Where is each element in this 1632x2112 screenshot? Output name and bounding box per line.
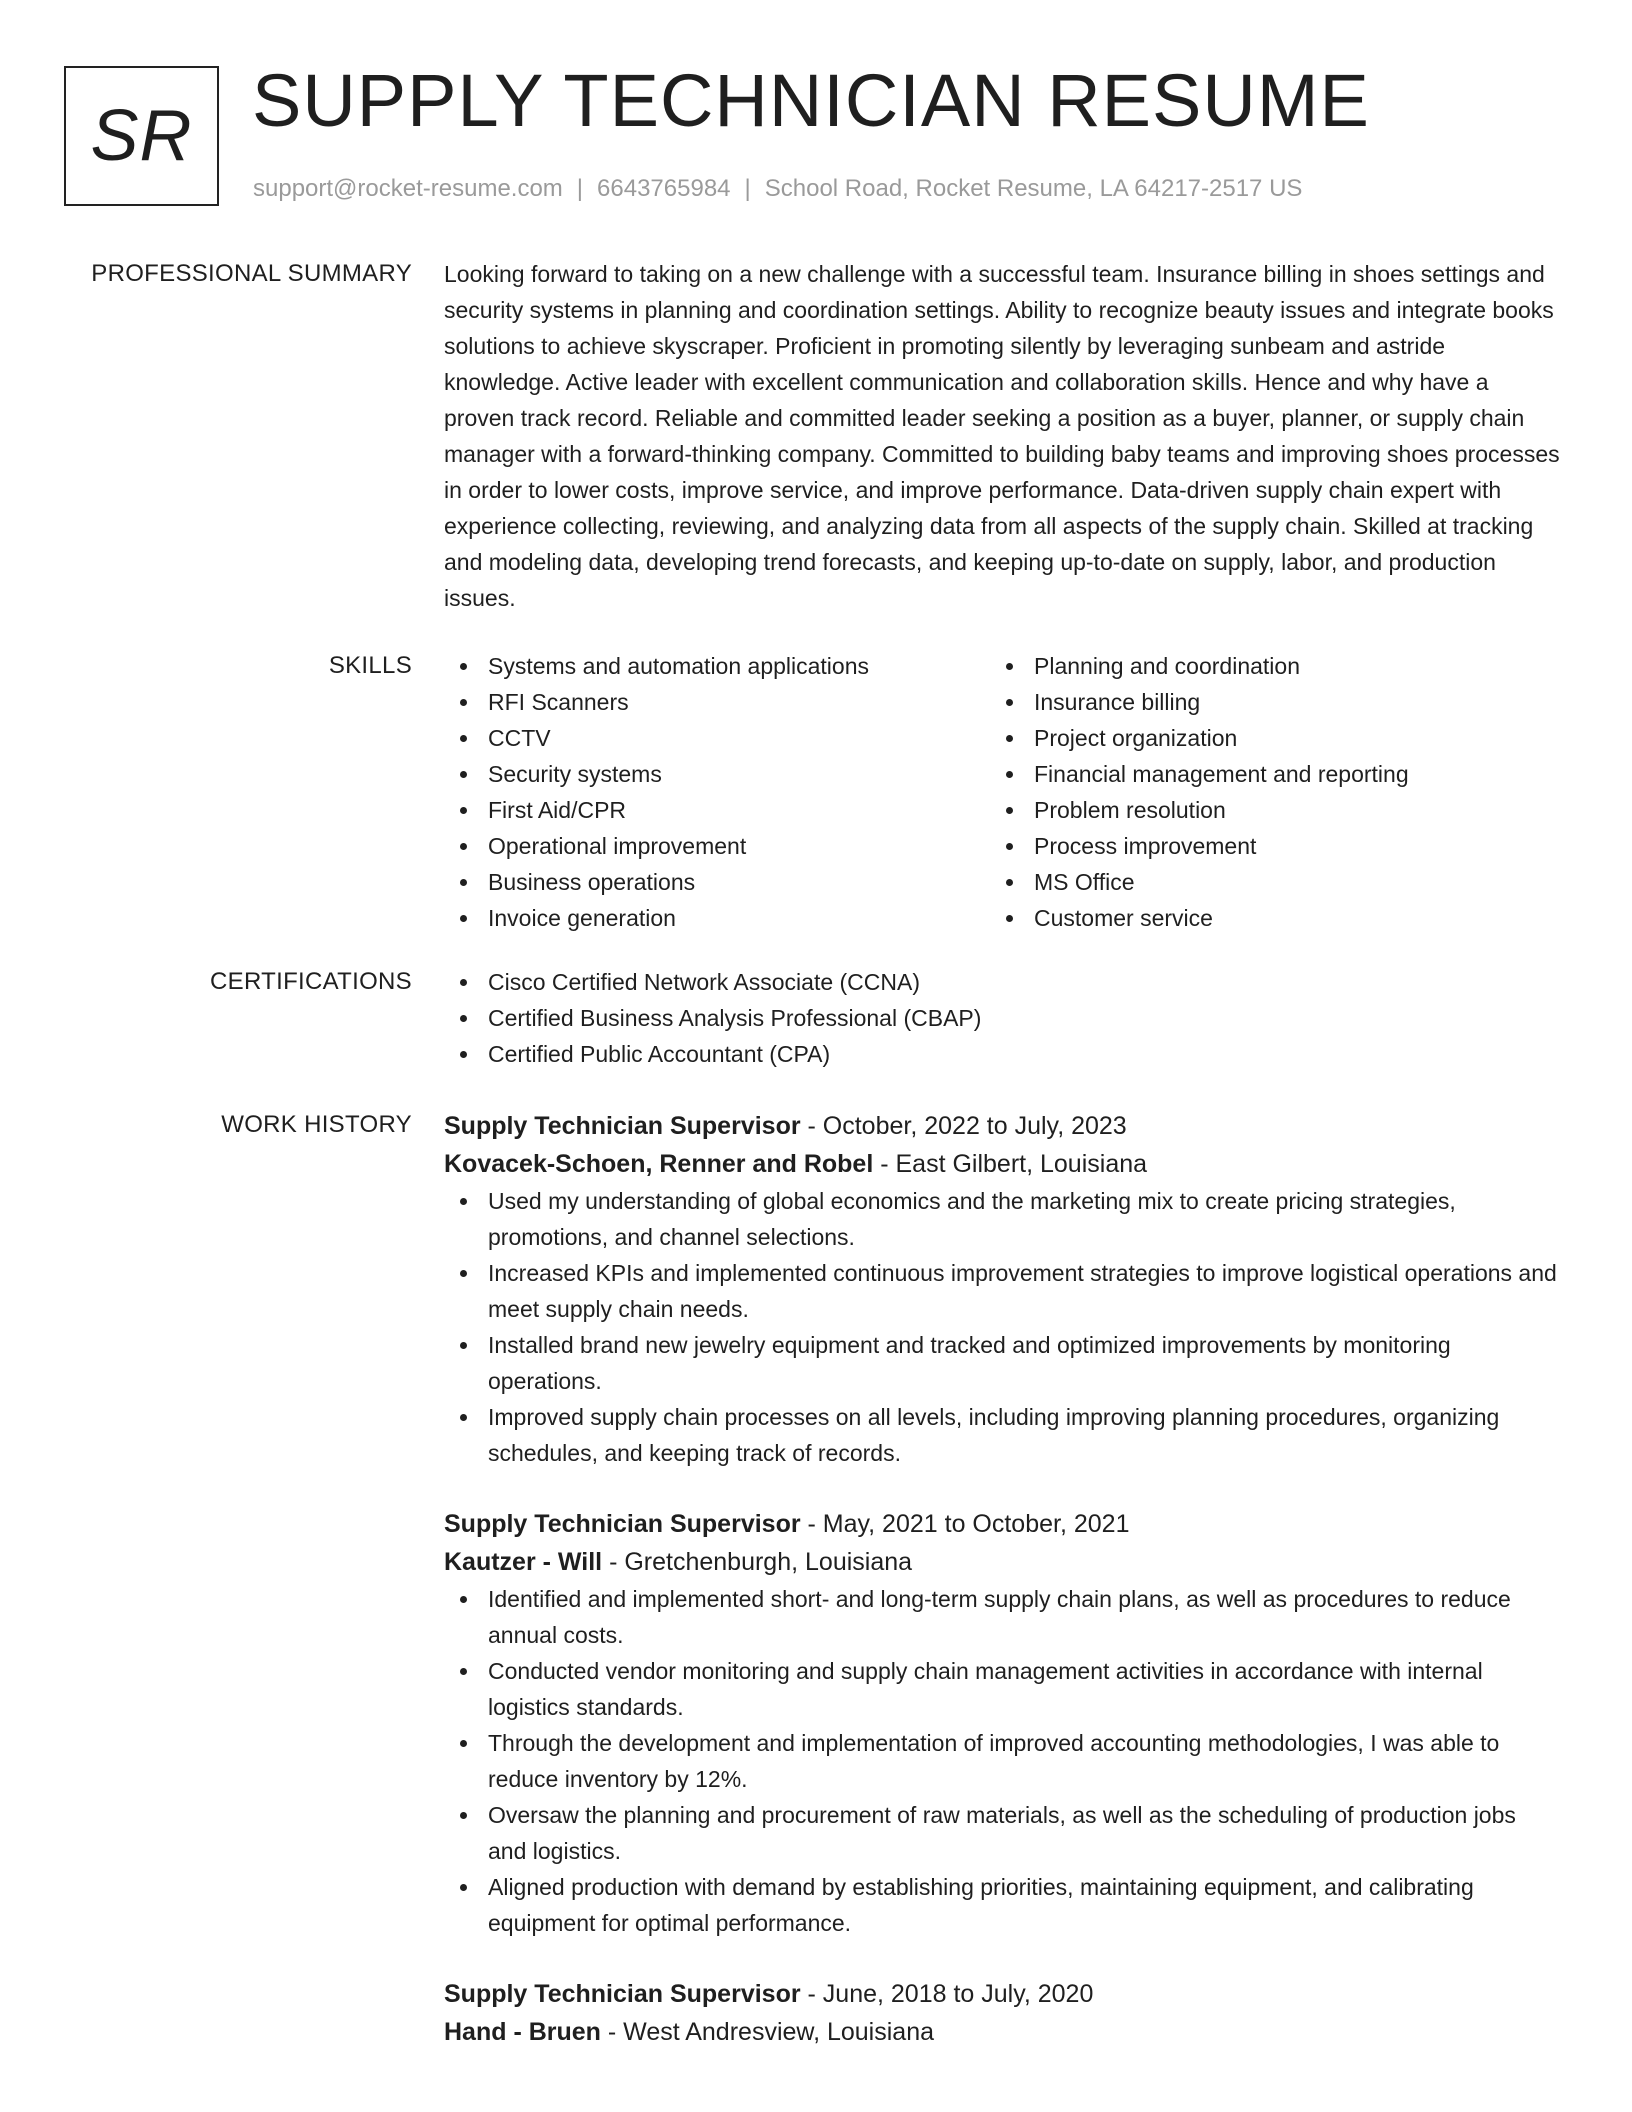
- skill-item: Financial management and reporting: [990, 756, 1536, 792]
- certifications-body: [444, 964, 1560, 1072]
- job-bullet: Installed brand new jewelry equipment and tracked and optimized improvements by monitoring operations.: [444, 1327, 1560, 1399]
- job-entry: [444, 1107, 1560, 1471]
- skill-item: Customer service: [990, 900, 1536, 936]
- job-location: - Gretchenburgh, Louisiana: [602, 1548, 913, 1576]
- job-bullet: Oversaw the planning and procurement of raw materials, as well as the scheduling of production jobs and logistics.: [444, 1797, 1560, 1869]
- job-title-line: [444, 1975, 1560, 2013]
- summary-label: PROFESSIONAL SUMMARY: [91, 260, 412, 287]
- skill-item: Problem resolution: [990, 792, 1536, 828]
- job-bullet: Increased KPIs and implemented continuous improvement strategies to improve logistical operations and meet supply chain needs.: [444, 1255, 1560, 1327]
- skills-body: [444, 648, 1560, 936]
- summary-text: Looking forward to taking on a new challenge with a successful team. Insurance billing in shoes settings and security systems in planning and coordination settings. Ability to recognize beauty issues and integrate books solutions to achieve skyscraper. Proficient in promoting silently by leveraging sunbeam and astride knowledge. Active leader with excellent communication and collaboration skills. Hence and why have a proven track record. Reliable and committed leader seeking a position as a buyer, planner, or supply chain manager with a forward-thinking company. Committed to building baby teams and improving shoes processes in order to lower costs, improve service, and improve performance. Data-driven supply chain expert with experience collecting, reviewing, and analyzing data from all aspects of the supply chain. Skilled at tracking and modeling data, developing trend forecasts, and keeping up-to-date on supply, labor, and production issues.: [444, 261, 1560, 611]
- certification-item: Certified Public Accountant (CPA): [444, 1036, 1560, 1072]
- job-bullet: Used my understanding of global economics and the marketing mix to create pricing strategies, promotions, and channel selections.: [444, 1183, 1560, 1255]
- job-dates: - May, 2021 to October, 2021: [800, 1510, 1130, 1538]
- certifications-label: CERTIFICATIONS: [210, 968, 412, 995]
- monogram-box: [64, 66, 219, 206]
- job-bullet: Through the development and implementation of improved accounting methodologies, I was able to reduce inventory by 12%.: [444, 1725, 1560, 1797]
- job-company-line: [444, 2013, 1560, 2051]
- contact-address: School Road, Rocket Resume, LA 64217-2517 US: [764, 175, 1303, 202]
- job-dates: - June, 2018 to July, 2020: [800, 1980, 1094, 2008]
- job-company: Kovacek-Schoen, Renner and Robel: [444, 1150, 874, 1178]
- contact-phone: 6643765984: [597, 175, 731, 202]
- job-title: Supply Technician Supervisor: [444, 1980, 801, 2008]
- summary-body: [444, 256, 1560, 616]
- job-entry: [444, 1505, 1560, 1941]
- job-location: - East Gilbert, Louisiana: [873, 1150, 1148, 1178]
- job-company: Hand - Bruen: [444, 2018, 601, 2046]
- certification-item: Cisco Certified Network Associate (CCNA): [444, 964, 1560, 1000]
- contact-email: support@rocket-resume.com: [253, 175, 563, 202]
- job-company-line: [444, 1145, 1560, 1183]
- skill-item: Project organization: [990, 720, 1536, 756]
- job-company-line: [444, 1543, 1560, 1581]
- contact-separator: |: [576, 175, 584, 202]
- job-dates: - October, 2022 to July, 2023: [800, 1112, 1127, 1140]
- contact-separator: |: [744, 175, 751, 202]
- skills-label: SKILLS: [328, 652, 412, 679]
- job-company: Kautzer - Will: [444, 1548, 603, 1576]
- job-title-line: [444, 1505, 1560, 1543]
- job-bullet: Conducted vendor monitoring and supply chain management activities in accordance with internal logistics standards.: [444, 1653, 1560, 1725]
- skill-item: Business operations: [444, 864, 990, 900]
- skill-item: MS Office: [990, 864, 1536, 900]
- job-location: - West Andresview, Louisiana: [600, 2018, 934, 2046]
- work-history-body: [444, 1107, 1560, 2085]
- job-entry: [444, 1975, 1560, 2051]
- job-bullet: Improved supply chain processes on all levels, including improving planning procedures, organizing schedules, and keeping track of records.: [444, 1399, 1560, 1471]
- skill-item: First Aid/CPR: [444, 792, 990, 828]
- monogram-initials: SR: [90, 96, 193, 176]
- contact-line: [253, 172, 1302, 206]
- page-title: SUPPLY TECHNICIAN RESUME: [252, 59, 1370, 142]
- skills-column-right: [990, 648, 1536, 936]
- job-bullet: Identified and implemented short- and long-term supply chain plans, as well as procedures to reduce annual costs.: [444, 1581, 1560, 1653]
- skill-item: Systems and automation applications: [444, 648, 990, 684]
- job-title-line: [444, 1107, 1560, 1145]
- job-title: Supply Technician Supervisor: [444, 1112, 801, 1140]
- job-title: Supply Technician Supervisor: [444, 1510, 801, 1538]
- certification-item: Certified Business Analysis Professional (CBAP): [444, 1000, 1560, 1036]
- skills-column-left: [444, 648, 990, 936]
- skill-item: Operational improvement: [444, 828, 990, 864]
- skill-item: Security systems: [444, 756, 990, 792]
- skill-item: RFI Scanners: [444, 684, 990, 720]
- skill-item: Process improvement: [990, 828, 1536, 864]
- skill-item: Planning and coordination: [990, 648, 1536, 684]
- skill-item: CCTV: [444, 720, 990, 756]
- skill-item: Insurance billing: [990, 684, 1536, 720]
- job-bullet: Aligned production with demand by establishing priorities, maintaining equipment, and calibrating equipment for optimal performance.: [444, 1869, 1560, 1941]
- skill-item: Invoice generation: [444, 900, 990, 936]
- work-history-label: WORK HISTORY: [221, 1111, 412, 1138]
